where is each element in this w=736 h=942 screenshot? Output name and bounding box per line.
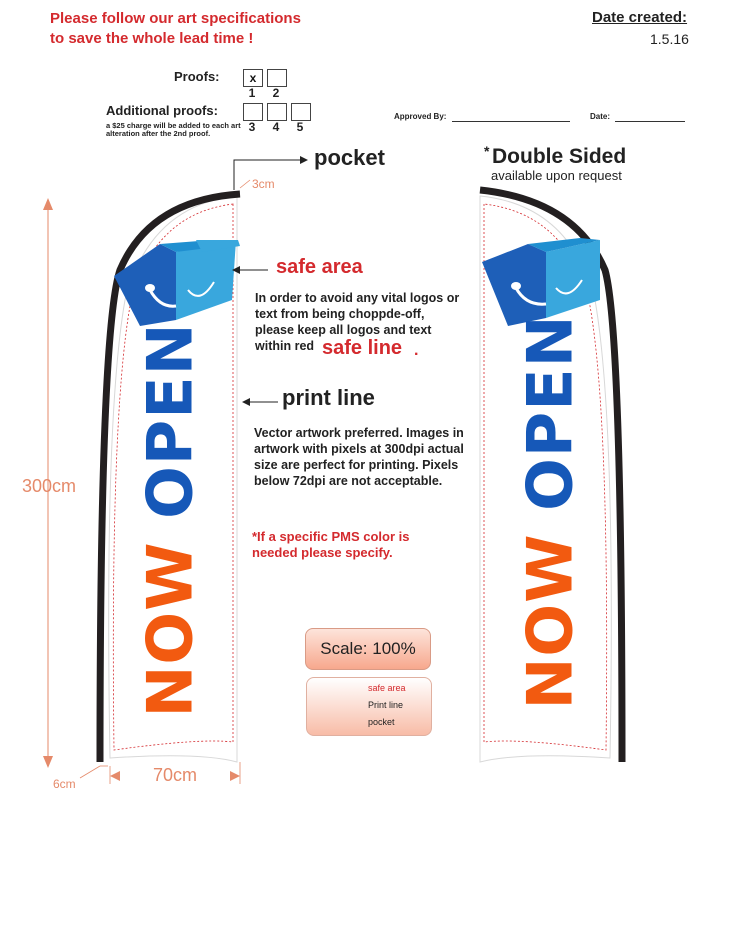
additional-proofs-label: Additional proofs: xyxy=(106,103,218,118)
left-flag-word-open: OPEN xyxy=(133,322,207,519)
width-arrow-right xyxy=(230,771,240,781)
safe-line-label: safe line xyxy=(322,337,403,359)
height-arrow-bottom xyxy=(43,756,53,768)
proofs-label: Proofs: xyxy=(174,69,220,84)
height-arrow-top xyxy=(43,198,53,210)
pole-width-label: 6cm xyxy=(53,777,76,791)
pole-pointer-line xyxy=(80,766,100,778)
pocket-width-label: 3cm xyxy=(252,177,275,191)
approval-date-label: Date: xyxy=(590,112,611,121)
approved-by-label: Approved By: xyxy=(394,112,447,121)
proof-number-4: 4 xyxy=(272,120,280,134)
date-created-value: 1.5.16 xyxy=(650,31,689,47)
pms-color-note: *If a specific PMS color is needed please specify. xyxy=(252,529,410,560)
pocket-label: pocket xyxy=(314,145,385,170)
legend-label-pocket: pocket xyxy=(368,717,395,727)
height-dimension-label: 300cm xyxy=(22,476,77,496)
right-flag-word-open: OPEN xyxy=(513,314,587,511)
safe-area-text: In order to avoid any vital logos or text from being choppde-off, please keep all logos and text within red xyxy=(255,291,460,353)
double-sided-note: available upon request xyxy=(491,168,622,183)
proof-number-3: 3 xyxy=(248,120,256,134)
date-created-label: Date created: xyxy=(592,9,688,26)
safe-area-label: safe area xyxy=(276,256,363,278)
scale-badge: Scale: 100% xyxy=(305,628,431,670)
print-line-label: print line xyxy=(282,385,375,410)
left-flag-word-now: NOW xyxy=(133,541,207,718)
double-sided-star: * xyxy=(484,143,490,159)
right-flag-word-now: NOW xyxy=(513,533,587,710)
instruction-line-1: Please follow our art specifications xyxy=(50,10,301,27)
legend-label-print: Print line xyxy=(368,700,404,710)
instruction-line-2: to save the whole lead time ! xyxy=(50,30,254,47)
legend-label-safe: safe area xyxy=(368,683,406,693)
width-arrow-left xyxy=(110,771,120,781)
width-dimension-label: 70cm xyxy=(153,765,198,785)
double-sided-title: Double Sided xyxy=(492,145,627,168)
proof-checkbox-1[interactable]: x xyxy=(243,69,263,87)
additional-proofs-note: a $25 charge will be added to each art alteration after the 2nd proof. xyxy=(106,121,241,138)
print-line-text: Vector artwork preferred. Images in artwork with pixels at 300dpi actual size are perfect for printing. Pixels below 72dpi are not acceptable. xyxy=(254,426,464,488)
safe-line-period: . xyxy=(414,342,419,359)
proof-number-1: 1 xyxy=(248,86,256,100)
pocket-width-pointer xyxy=(240,180,250,188)
proof-number-2: 2 xyxy=(272,86,280,100)
proof-number-5: 5 xyxy=(296,120,304,134)
